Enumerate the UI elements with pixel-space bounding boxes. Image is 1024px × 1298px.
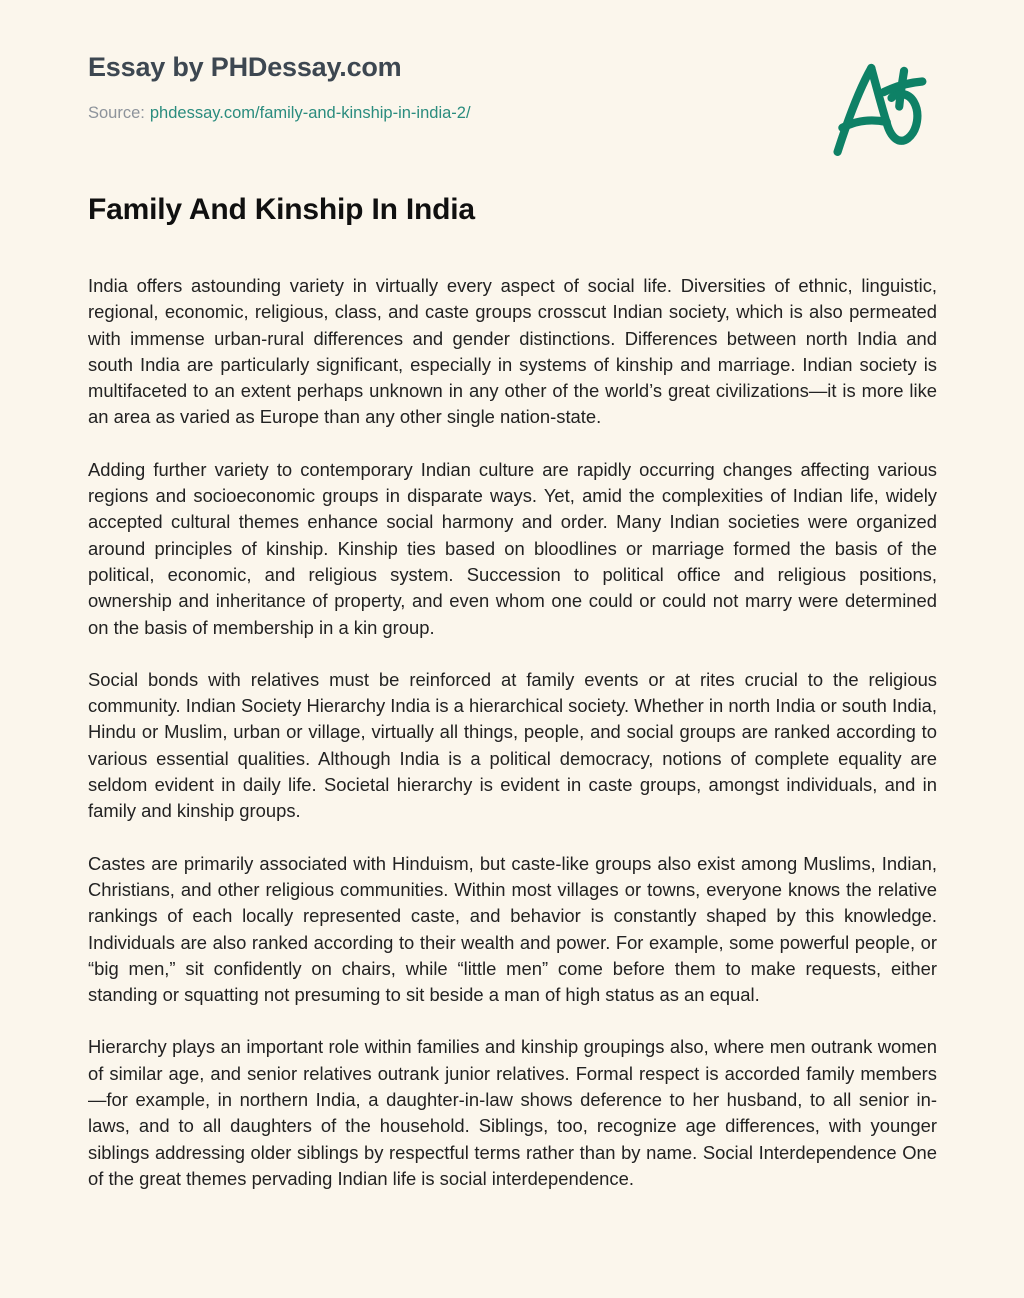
a-plus-logo-icon	[826, 52, 932, 164]
byline: Essay by PHDessay.com	[88, 52, 402, 82]
paragraph-1: India offers astounding variety in virtually every aspect of social life. Diversities of ethnic, linguistic, regional, economic, religious, class, and caste groups crosscut Indian society, which is also permeated with immense urban-rural differences and gender distinctions. Differences between north India and south India are particularly significant, especially in systems of kinship and marriage. Indian society is multifaceted to an extent perhaps unknown in any other of the world’s great civilizations—it is more like an area as varied as Europe than any other single nation-state.	[88, 275, 937, 428]
source-link[interactable]: phdessay.com/family-and-kinship-in-india-2/	[149, 104, 471, 122]
essay-body	[88, 273, 937, 1192]
essay-title: Family And Kinship In India	[88, 193, 475, 226]
source-row	[88, 104, 937, 123]
paragraph-2: Adding further variety to contemporary Indian culture are rapidly occurring changes affecting various regions and socioeconomic groups in disparate ways. Yet, amid the complexities of Indian life, widely accepted cultural themes enhance social harmony and order. Many Indian societies were organized around principles of kinship. Kinship ties based on bloodlines or marriage formed the basis of the political, economic, and religious system. Succession to political office and religious positions, ownership and inheritance of property, and even whom one could or could not marry were determined on the basis of membership in a kin group.	[88, 458, 937, 638]
page-header	[88, 52, 937, 123]
paragraph-5: Hierarchy plays an important role within families and kinship groupings also, where men outrank women of similar age, and senior relatives outrank junior relatives. Formal respect is accorded family members—for example, in northern India, a daughter-in-law shows deference to her husband, to all senior in-laws, and to all daughters of the household. Siblings, too, recognize age differences, with younger siblings addressing older siblings by respectful terms rather than by name. Social Interdependence One of the great themes pervading Indian life is social interdependence.	[88, 1036, 937, 1189]
paragraph-3: Social bonds with relatives must be reinforced at family events or at rites crucial to the religious community. Indian Society Hierarchy India is a hierarchical society. Whether in north India or south India, Hindu or Muslim, urban or village, virtually all things, people, and social groups are ranked according to various essential qualities. Although India is a political democracy, notions of complete equality are seldom evident in daily life. Societal hierarchy is evident in caste groups, amongst individuals, and in family and kinship groups.	[88, 668, 937, 822]
paragraph-4: Castes are primarily associated with Hinduism, but caste-like groups also exist among Muslims, Indian, Christians, and other religious communities. Within most villages or towns, everyone knows the relative rankings of each locally represented caste, and behavior is constantly shaped by this knowledge. Individuals are also ranked according to their wealth and power. For example, some powerful people, or “big men,” sit confidently on chairs, while “little men” come before them to make requests, either standing or squatting not presuming to sit beside a man of high status as an equal.	[88, 852, 937, 1006]
source-label: Source:	[88, 104, 145, 122]
